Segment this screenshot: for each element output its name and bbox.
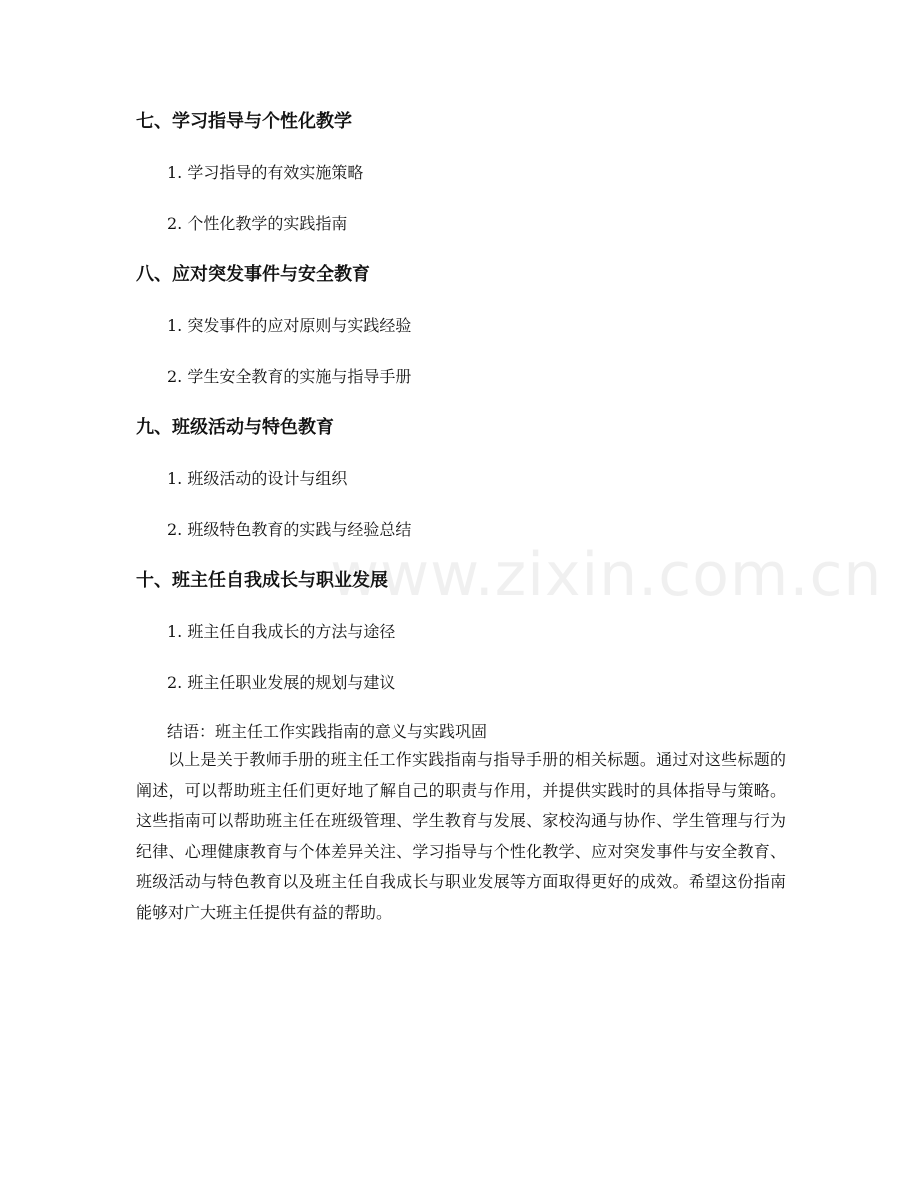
list-item-10-2: 2. 班主任职业发展的规划与建议 (167, 673, 396, 692)
section-heading-7: 七、学习指导与个性化教学 (136, 111, 352, 132)
list-item-8-1: 1. 突发事件的应对原则与实践经验 (167, 316, 412, 335)
list-item-7-1: 1. 学习指导的有效实施策略 (167, 163, 364, 182)
list-item-8-2: 2. 学生安全教育的实施与指导手册 (167, 367, 412, 386)
summary-paragraph: 以上是关于教师手册的班主任工作实践指南与指导手册的相关标题。通过对这些标题的阐述，可以帮助班主任们更好地了解自己的职责与作用，并提供实践时的具体指导与策略。这些指南可以帮助班主任在班级管理、学生教育与发展、家校沟通与协作、学生管理与行为纪律、心理健康教育与个体差异关注、学习指导与个性化教学、应对突发事件与安全教育、班级活动与特色教育以及班主任自我成长与职业发展等方面取得更好的成效。希望这份指南能够对广大班主任提供有益的帮助。 (136, 750, 786, 922)
section-heading-9: 九、班级活动与特色教育 (136, 417, 334, 438)
section-heading-8: 八、应对突发事件与安全教育 (136, 264, 370, 285)
list-item-10-1: 1. 班主任自我成长的方法与途径 (167, 622, 396, 641)
conclusion-line: 结语：班主任工作实践指南的意义与实践巩固 (167, 722, 488, 741)
list-item-7-2: 2. 个性化教学的实践指南 (167, 214, 348, 233)
watermark: www.zixin.com.cn (330, 540, 883, 610)
section-heading-10: 十、班主任自我成长与职业发展 (136, 570, 388, 591)
list-item-9-1: 1. 班级活动的设计与组织 (167, 469, 348, 488)
list-item-9-2: 2. 班级特色教育的实践与经验总结 (167, 520, 412, 539)
